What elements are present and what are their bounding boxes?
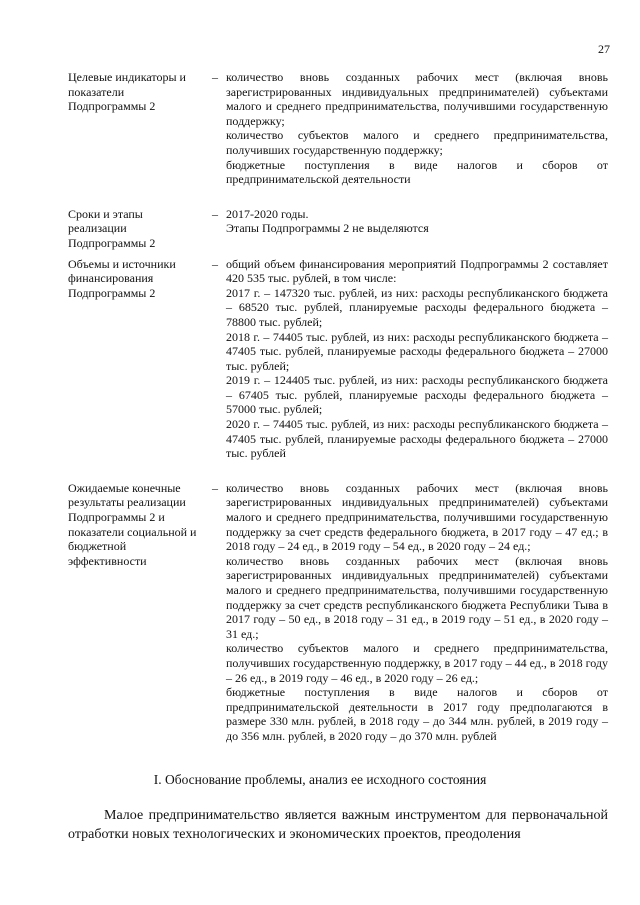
page-number: 27: [598, 42, 610, 56]
subprogram-passport-table: [68, 70, 608, 764]
row-label: Сроки и этапы реализации Подпрограммы 2: [68, 206, 156, 250]
passport-row-terms: [68, 207, 608, 251]
row-label: Ожидаемые конечные результаты реализации Подпрограммы 2 и показатели социальной и бюджетной эффективности: [68, 480, 197, 568]
content-paragraph: общий объем финансирования мероприятий Подпрограммы 2 составляет 420 535 тыс. рублей, в том числе:: [226, 256, 608, 286]
row-dash: –: [212, 480, 218, 495]
section-heading: I. Обоснование проблемы, анализ ее исходного состояния: [153, 772, 487, 787]
content-paragraph: 2019 г. – 124405 тыс. рублей, из них: расходы республиканского бюджета – 67405 тыс. рублей, планируемые расходы федерального бюджета – 57000 тыс. рублей;: [226, 373, 608, 417]
row-content: [226, 257, 608, 461]
passport-row-financing: [68, 257, 608, 461]
content-paragraph: 2017 г. – 147320 тыс. рублей, из них: расходы республиканского бюджета – 68520 тыс. рублей, планируемые расходы федерального бюджета – 78800 тыс. рублей;: [226, 285, 608, 329]
content-paragraph: 2017-2020 годы.: [226, 206, 309, 221]
row-dash: –: [212, 256, 218, 271]
content-paragraph: количество субъектов малого и среднего предпринимательства, получивших государственную поддержку;: [226, 128, 608, 157]
content-paragraph: Этапы Подпрограммы 2 не выделяются: [226, 221, 429, 236]
row-label: Объемы и источники финансирования Подпрограммы 2: [68, 256, 176, 300]
passport-row-results: [68, 481, 608, 744]
row-label: Целевые индикаторы и показатели Подпрограммы 2: [68, 70, 186, 114]
content-paragraph: 2020 г. – 74405 тыс. рублей, из них: расходы республиканского бюджета – 47405 тыс. рублей, планируемые расходы федерального бюджета – 27000 тыс. рублей: [226, 417, 608, 461]
content-paragraph: бюджетные поступления в виде налогов и сборов от предпринимательской деятельности в 2017 году предполагаются в размере 330 млн. рублей, в 2018 году – до 344 млн. рублей, в 2019 году – до 356 млн. рублей, в 2020 году – до 370 млн. рублей: [226, 685, 608, 743]
body-paragraph-text: Малое предпринимательство является важным инструментом для первоначальной отработки новых технологических и экономических проектов, преодоления: [68, 808, 608, 842]
row-content: [226, 70, 608, 187]
body-paragraph: [68, 806, 608, 844]
passport-row-indicators: [68, 70, 608, 187]
row-dash: –: [212, 206, 218, 221]
content-paragraph: количество вновь созданных рабочих мест (включая вновь зарегистрированных индивидуальных предпринимателей) субъектами малого и среднего предпринимательства, получившими государственную поддержку;: [226, 70, 608, 128]
content-paragraph: количество вновь созданных рабочих мест (включая вновь зарегистрированных индивидуальных предпринимателей) субъектами малого и среднего предпринимательства, получившими государственную поддержку за счет средств федерального бюджета, в 2017 году – 47 ед.; в 2018 году – 24 ед., в 2019 году – 54 ед., в 2020 году – 24 ед.;: [226, 480, 608, 554]
content-paragraph: бюджетные поступления в виде налогов и сборов от предпринимательской деятельности: [226, 157, 608, 187]
content-paragraph: количество вновь созданных рабочих мест (включая вновь зарегистрированных индивидуальных предпринимателей) субъектами малого и среднего предпринимательства, получившими государственную поддержку за счет средств республиканского бюджета Республики Тыва в 2017 году – 50 ед., в 2018 году – 31 ед., в 2019 году – 51 ед., в 2020 году – 31 ед.;: [226, 553, 608, 641]
row-content: [226, 207, 608, 251]
content-paragraph: 2018 г. – 74405 тыс. рублей, из них: расходы республиканского бюджета – 47405 тыс. рублей, планируемые расходы федерального бюджета – 27000 тыс. рублей;: [226, 329, 608, 373]
content-paragraph: количество субъектов малого и среднего предпринимательства, получивших государственную поддержку, в 2017 году – 44 ед., в 2018 году – 26 ед., в 2019 году – 46 ед., в 2020 году – 26 ед.;: [226, 641, 608, 685]
row-dash: –: [212, 70, 218, 84]
row-content: [226, 481, 608, 744]
